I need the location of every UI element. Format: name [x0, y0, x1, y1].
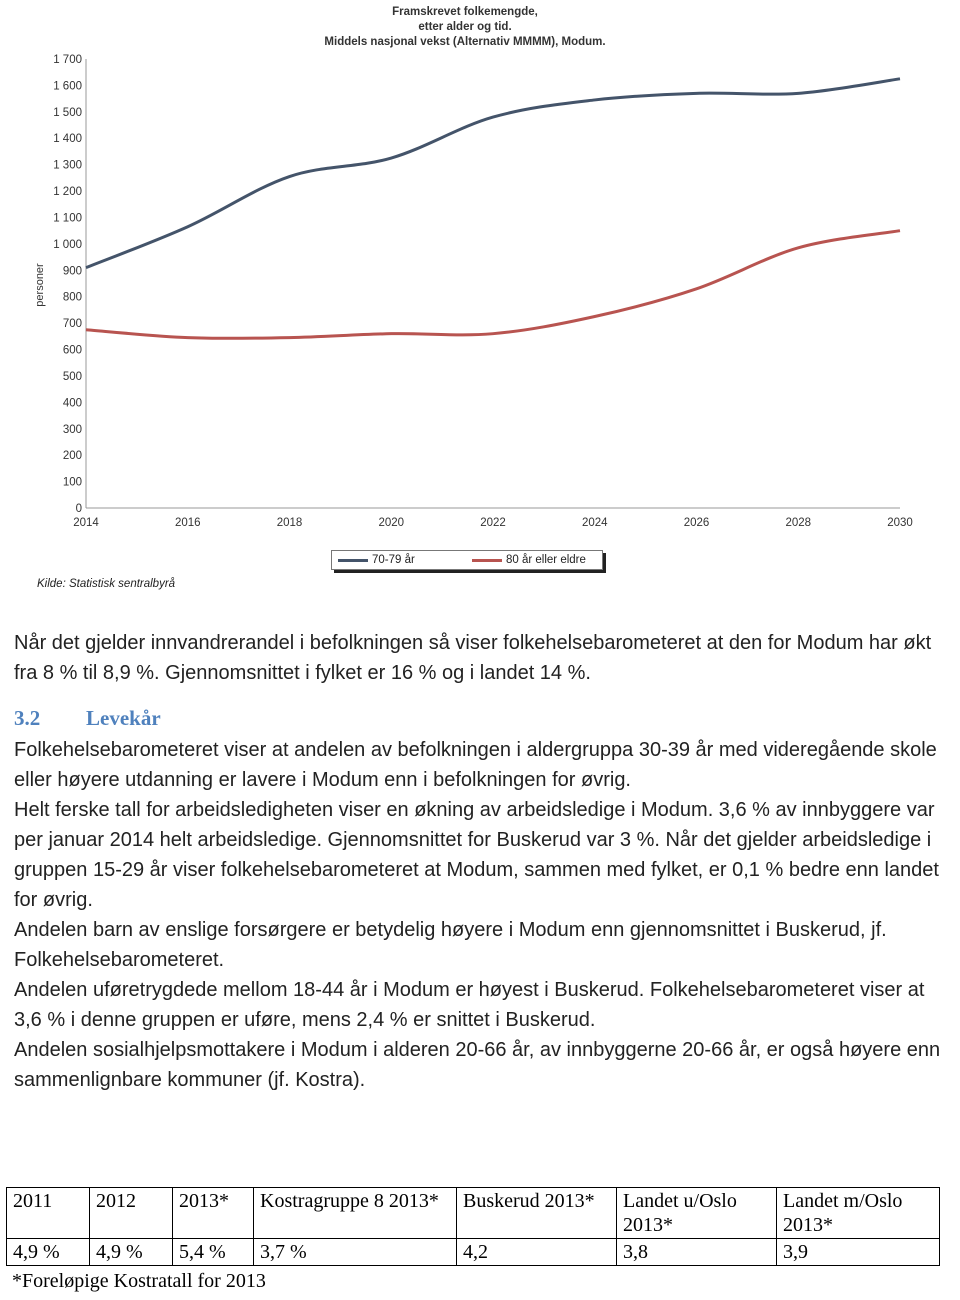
section-title: Levekår	[86, 706, 161, 730]
table-header-cell: 2011	[7, 1188, 90, 1239]
x-tick-label: 2026	[683, 517, 710, 529]
series-line-0	[86, 79, 900, 268]
table-header-cell: 2012	[90, 1188, 173, 1239]
y-axis-label: personer	[34, 263, 46, 307]
x-tick-label: 2024	[581, 517, 608, 529]
y-tick-label: 1 400	[53, 133, 82, 146]
legend-item-80-plus	[472, 553, 586, 567]
population-chart	[0, 0, 960, 600]
table-row	[7, 1239, 940, 1266]
y-tick-label: 900	[62, 265, 82, 278]
x-tick-label: 2018	[276, 517, 303, 529]
table-header-cell: Landet m/Oslo 2013*	[777, 1188, 940, 1239]
x-tick-label: 2014	[73, 517, 99, 529]
table-cell: 3,7 %	[254, 1239, 457, 1266]
chart-title-line-2: etter alder og tid.	[418, 21, 512, 33]
y-tick-label: 800	[62, 291, 82, 304]
table-header-cell: Kostragruppe 8 2013*	[254, 1188, 457, 1239]
x-tick-label: 2016	[174, 517, 201, 529]
paragraph-social-assistance: Andelen sosialhjelpsmottakere i Modum i alderen 20-66 år, av innbyggerne 20-66 år, er også høyere enn sammenlignbare kommuner (jf. Kostra).	[14, 1039, 941, 1091]
legend-swatch-70-79	[338, 559, 368, 562]
y-tick-label: 400	[62, 397, 82, 410]
table-cell: 3,8	[617, 1239, 777, 1266]
body-paragraphs	[14, 735, 954, 1095]
chart-legend	[331, 550, 603, 570]
legend-swatch-80-plus	[472, 559, 502, 562]
section-number: 3.2	[14, 706, 41, 730]
section-heading	[14, 706, 161, 731]
table-cell: 3,9	[777, 1239, 940, 1266]
y-tick-label: 1 300	[53, 159, 82, 172]
legend-label-70-79: 70-79 år	[372, 554, 415, 566]
table-cell: 4,2	[457, 1239, 617, 1266]
table-cell: 4,9 %	[90, 1239, 173, 1266]
table-header-row	[7, 1188, 940, 1239]
y-tick-label: 200	[62, 450, 82, 463]
y-tick-label: 500	[62, 370, 82, 383]
chart-source-note: Kilde: Statistisk sentralbyrå	[37, 578, 176, 590]
paragraph-unemployment: Helt ferske tall for arbeidsledigheten viser en økning av arbeidsledige i Modum. 3,6 % av innbyggere var per januar 2014 helt arbeidsledige. Gjennomsnittet for Buskerud var 3 %. Når det gjelder arbeidsledige i gruppen 15-29 år viser folkehelsebarometeret at Modum, sammen med fylket, er 0,1 % bedre enn landet for øvrig.	[14, 799, 939, 911]
x-tick-label: 2022	[480, 517, 506, 529]
y-tick-label: 1 600	[53, 80, 82, 93]
table-cell: 5,4 %	[173, 1239, 254, 1266]
y-tick-label: 0	[75, 503, 82, 515]
legend-label-80-plus: 80 år eller eldre	[506, 554, 586, 566]
table-footnote: *Foreløpige Kostratall for 2013	[12, 1270, 266, 1292]
legend-item-70-79	[338, 553, 415, 567]
y-tick-label: 100	[62, 476, 82, 489]
x-tick-label: 2030	[887, 517, 913, 529]
table-header-cell: Landet u/Oslo 2013*	[617, 1188, 777, 1239]
chart-title-line-3: Middels nasjonal vekst (Alternativ MMMM), Modum.	[324, 36, 606, 48]
table-header-cell: 2013*	[173, 1188, 254, 1239]
series-line-1	[86, 231, 900, 339]
y-tick-label: 1 200	[53, 186, 82, 199]
paragraph-education: Folkehelsebarometeret viser at andelen av befolkningen i aldergruppa 30-39 år med videregående skole eller høyere utdanning er lavere i Modum enn i befolkningen for øvrig.	[14, 739, 937, 791]
y-tick-label: 1 700	[53, 54, 82, 66]
chart-plot	[0, 0, 960, 545]
paragraph-disability: Andelen uføretrygdede mellom 18-44 år i Modum er høyest i Buskerud. Folkehelsebarometeret viser at 3,6 % i denne gruppen er uføre, mens 2,4 % er snittet i Buskerud.	[14, 979, 925, 1031]
y-tick-label: 300	[62, 423, 82, 436]
y-tick-label: 1 000	[53, 238, 82, 251]
chart-title-line-1: Framskrevet folkemengde,	[392, 6, 538, 18]
paragraph-single-parents: Andelen barn av enslige forsørgere er betydelig høyere i Modum enn gjennomsnittet i Buskerud, jf. Folkehelsebarometeret.	[14, 919, 887, 971]
table-cell: 4,9 %	[7, 1239, 90, 1266]
y-tick-label: 700	[62, 318, 82, 331]
table-header-cell: Buskerud 2013*	[457, 1188, 617, 1239]
y-tick-label: 1 500	[53, 106, 82, 119]
x-tick-label: 2028	[785, 517, 812, 529]
x-tick-label: 2020	[378, 517, 405, 529]
y-tick-label: 1 100	[53, 212, 82, 225]
y-tick-label: 600	[62, 344, 82, 357]
intro-paragraph: Når det gjelder innvandrerandel i befolkningen så viser folkehelsebarometeret at den for Modum har økt fra 8 % til 8,9 %. Gjennomsnittet i fylket er 16 % og i landet 14 %.	[14, 632, 932, 684]
social-assistance-table	[6, 1187, 940, 1266]
